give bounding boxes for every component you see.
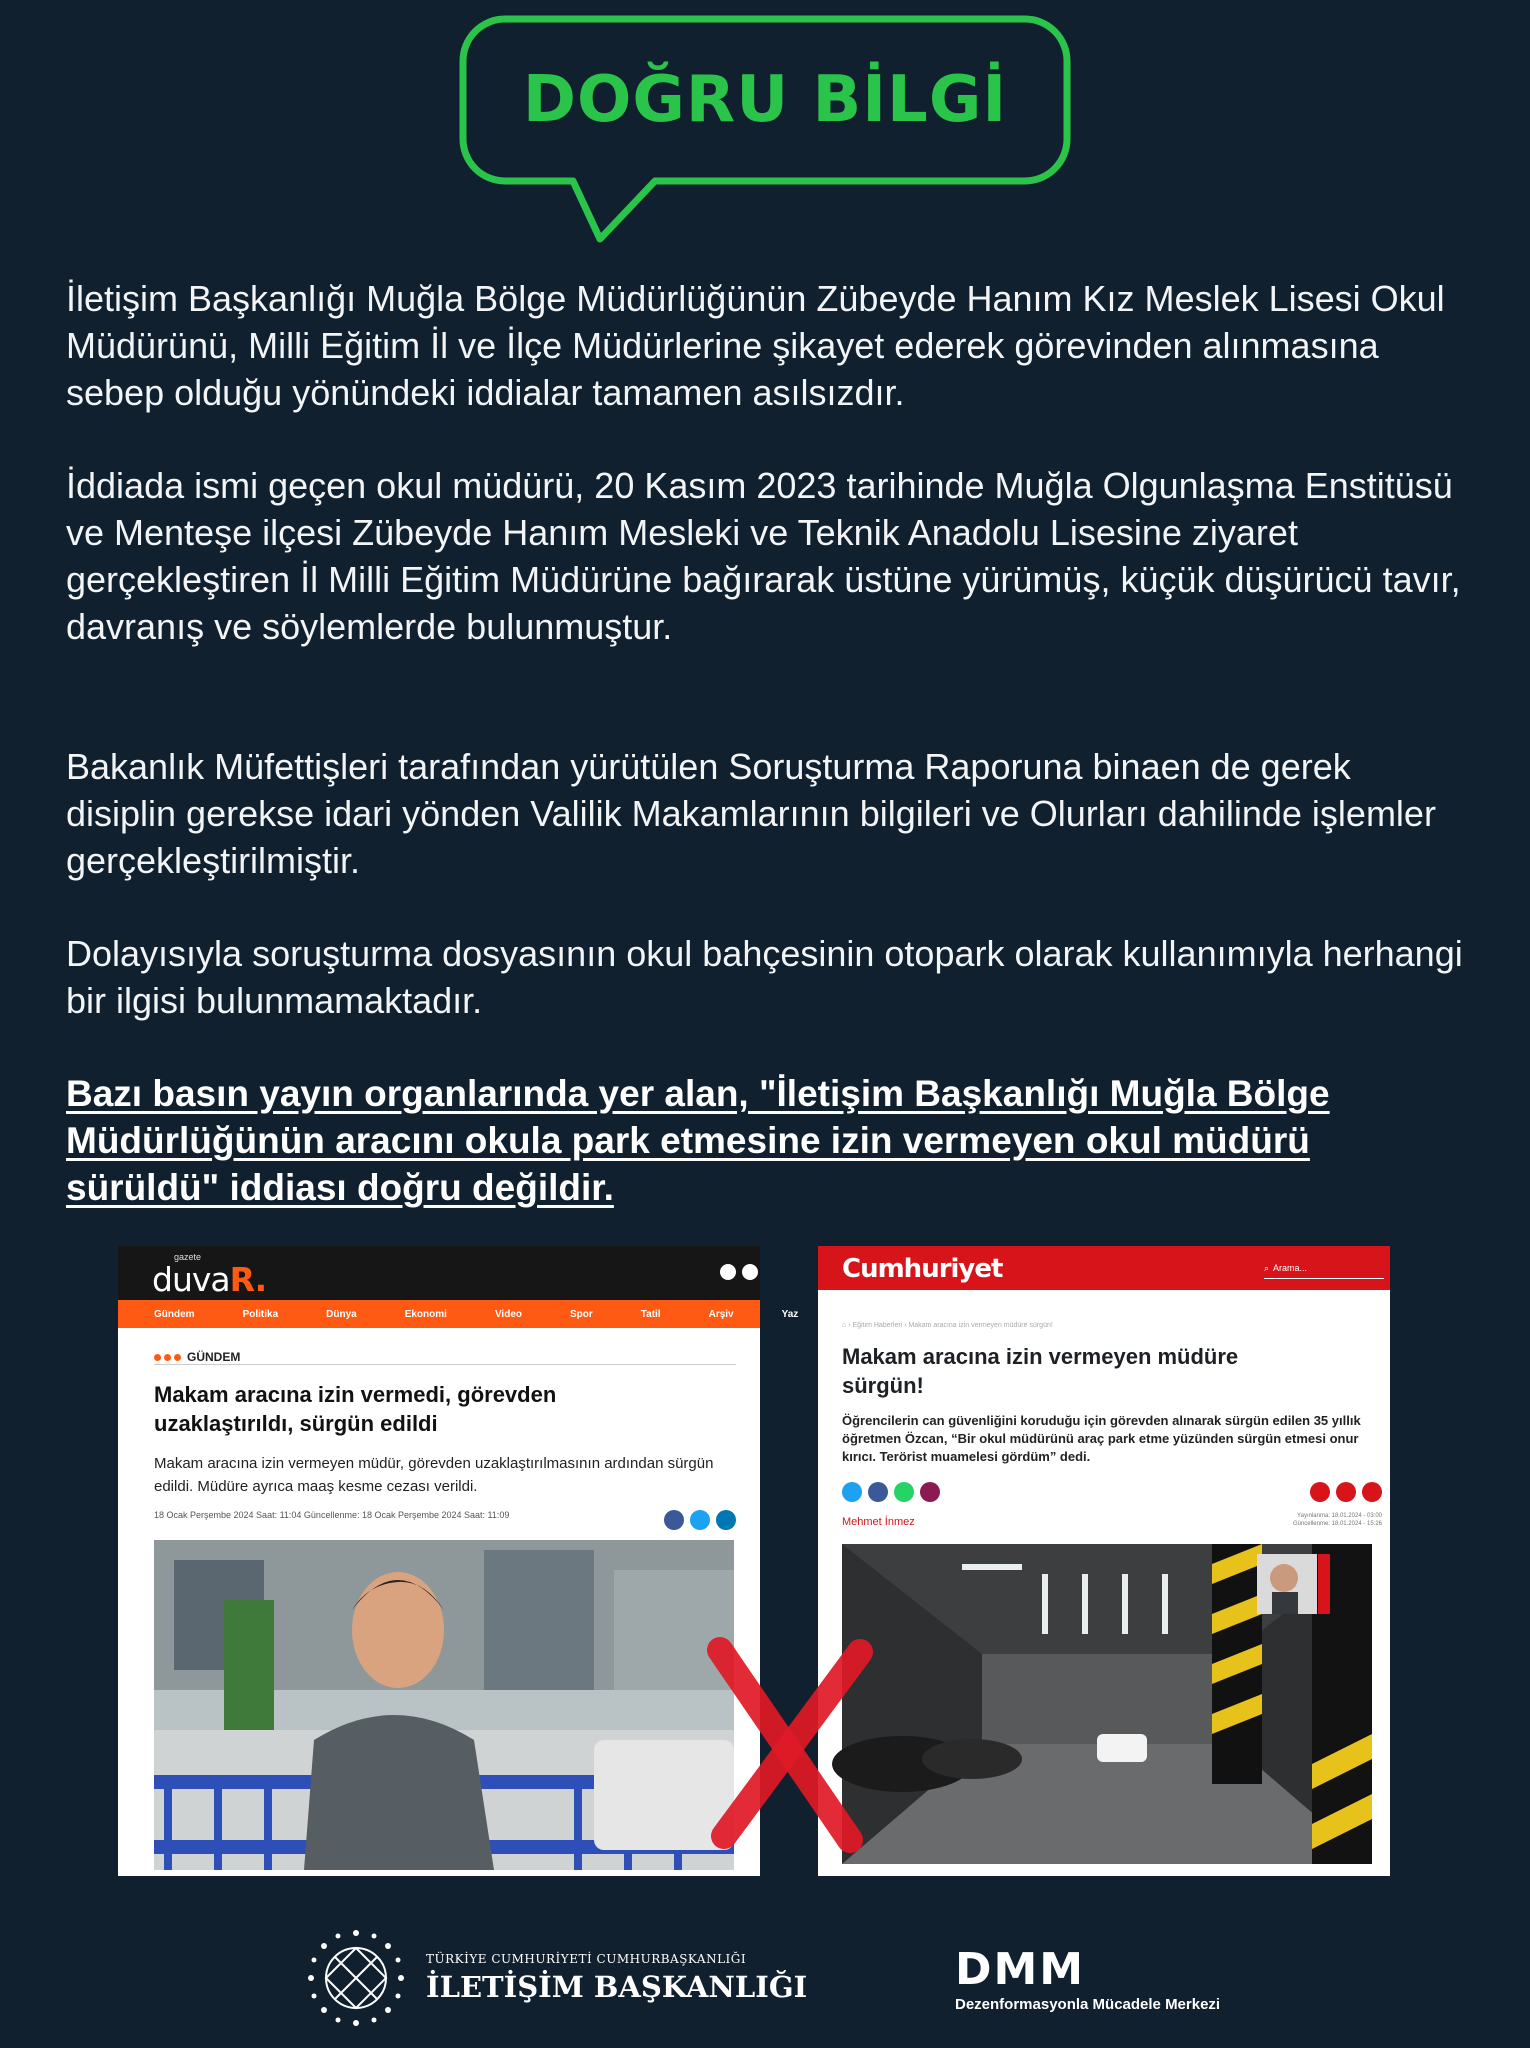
nav-item: Video [494,1308,522,1320]
nav-item: Gündem [154,1308,195,1320]
claim-statement: Bazı basın yayın organlarında yer alan, "İletişim Başkanlığı Muğla Bölge Müdürlüğünün aracını okula park etmesine izin vermeyen okul müdürü sürüldü" iddiası doğru değildir. [66,1073,1330,1208]
paragraph-3: Bakanlık Müfettişleri tarafından yürütülen Soruşturma Raporuna binaen de gerek disiplin gerekse idari yönden Valilik Makamlarının bilgileri ve Olurları dahilinde işlemler gerçekleştirilmiştir. [66,746,1436,881]
search-icon: ⌕ [1264,1262,1270,1273]
cumhuriyet-lede: Öğrencilerin can güvenliğini koruduğu için görevden alınarak sürgün edilen 35 yıllık öğretmen Özcan, “Bir okul müdürünü araç park etme yüzünden sürgün etmesi onur kırıcı. Terörist muamelesi gördüm” dedi. [842,1413,1361,1464]
dmm-logo-text: DMM [955,1944,1086,1995]
duvar-logo-accent: R. [229,1260,267,1299]
publish-dates: Yayınlanma: 18.01.2024 - 03:00 Güncellenme: 18.01.2024 - 15:26 [1292,1513,1382,1527]
cumhuriyet-header [818,1246,1390,1290]
paragraph-4: Dolayısıyla soruşturma dosyasının okul bahçesinin otopark olarak kullanımıyla herhangi bir ilgisi bulunmamaktadır. [66,933,1463,1021]
cumhuriyet-search [1264,1258,1384,1279]
author-name: Mehmet İnmez [842,1516,915,1528]
font-reset-icon [1336,1482,1356,1502]
nav-item: Yaz [781,1308,799,1320]
parking-garage-illustration [842,1544,1372,1864]
nav-item: Arşiv [708,1308,734,1320]
duvar-share-icons [664,1510,736,1530]
section-name: GÜNDEM [187,1350,241,1364]
verdict-banner [455,15,1075,245]
facebook-icon [742,1264,758,1280]
mail-icon [920,1482,940,1502]
duvar-nav [118,1300,799,1328]
twitter-icon [842,1482,862,1502]
cumhuriyet-headline: Makam aracına izin vermeyen müdüre sürgün! [842,1344,1239,1398]
dmm-subtitle: Dezenformasyonla Mücadele Merkezi [955,1996,1221,2013]
facebook-icon [868,1482,888,1502]
twitter-icon [720,1264,736,1280]
cumhuriyet-article-photo [842,1544,1372,1864]
cumhuriyet-logo: Cumhuriyet [842,1254,1003,1284]
ib-big-text: İLETİŞİM BAŞKANLIĞI [426,1970,808,2004]
font-decrease-icon [1362,1482,1382,1502]
duvar-lede: Makam aracına izin vermeyen müdür, görevden uzaklaştırılmasının ardından sürgün edildi. Müdüre ayrıca maaş kesme cezası verildi. [154,1455,714,1495]
man-photo-illustration [154,1540,734,1870]
facebook-icon [664,1510,684,1530]
paragraph-1: İletişim Başkanlığı Muğla Bölge Müdürlüğünün Zübeyde Hanım Kız Meslek Lisesi Okul Müdürünü, Milli Eğitim İl ve İlçe Müdürlerine şikayet ederek görevinden alınmasına sebep olduğu yönündeki iddialar tamamen asılsızdır. [66,278,1445,413]
twitter-icon [690,1510,710,1530]
duvar-meta: 18 Ocak Perşembe 2024 Saat: 11:04 Güncellenme: 18 Ocak Perşembe 2024 Saat: 11:09 [154,1510,510,1520]
nav-item: Tatil [640,1308,661,1320]
duvar-article-photo [154,1540,734,1870]
iletisim-baskanligi-logo [426,1952,807,2004]
font-size-controls [1310,1482,1382,1502]
cumhuriyet-article-screenshot [818,1246,1390,1876]
duvar-header [118,1246,760,1300]
duvar-section-label [154,1350,240,1364]
duvar-headline: Makam aracına izin vermedi, görevden uzaklaştırıldı, sürgün edildi [154,1382,557,1436]
duvar-logo [152,1260,266,1299]
cumhuriyet-share-icons [842,1482,940,1502]
breadcrumb: ⌂ › Eğitim Haberleri › Makam aracına izin vermeyen müdüre sürgün! [842,1322,1053,1329]
duvar-logo-main: duva [152,1260,230,1299]
ib-small-text: TÜRKİYE CUMHURİYETİ CUMHURBAŞKANLIĞI [426,1952,747,1966]
dots-icon [154,1354,181,1361]
duvar-article-screenshot [118,1246,799,1876]
search-placeholder: Arama... [1273,1263,1308,1273]
whatsapp-icon [894,1482,914,1502]
font-increase-icon [1310,1482,1330,1502]
duvar-gazete-label: gazete [174,1252,202,1262]
divider [154,1364,736,1365]
dmm-logo [955,1944,1221,2013]
linkedin-icon [716,1510,736,1530]
presidency-emblem-icon [306,1928,406,2028]
nav-item: Spor [569,1308,593,1320]
false-x-mark-icon [700,1640,880,1850]
verdict-title: DOĞRU BİLGİ [522,63,1008,137]
nav-item: Ekonomi [404,1308,447,1320]
paragraph-2: İddiada ismi geçen okul müdürü, 20 Kasım 2023 tarihinde Muğla Olgunlaşma Enstitüsü ve Menteşe ilçesi Zübeyde Hanım Mesleki ve Teknik Anadolu Lisesine ziyaret gerçekleştiren İl Milli Eğitim Müdürüne bağırarak üstüne yürümüş, küçük düşürücü tavır, davranış ve söylemlerde bulunmuştur. [66,465,1461,647]
nav-item: Dünya [326,1308,357,1320]
nav-item: Politika [242,1308,279,1320]
duvar-social-icons [720,1264,758,1280]
